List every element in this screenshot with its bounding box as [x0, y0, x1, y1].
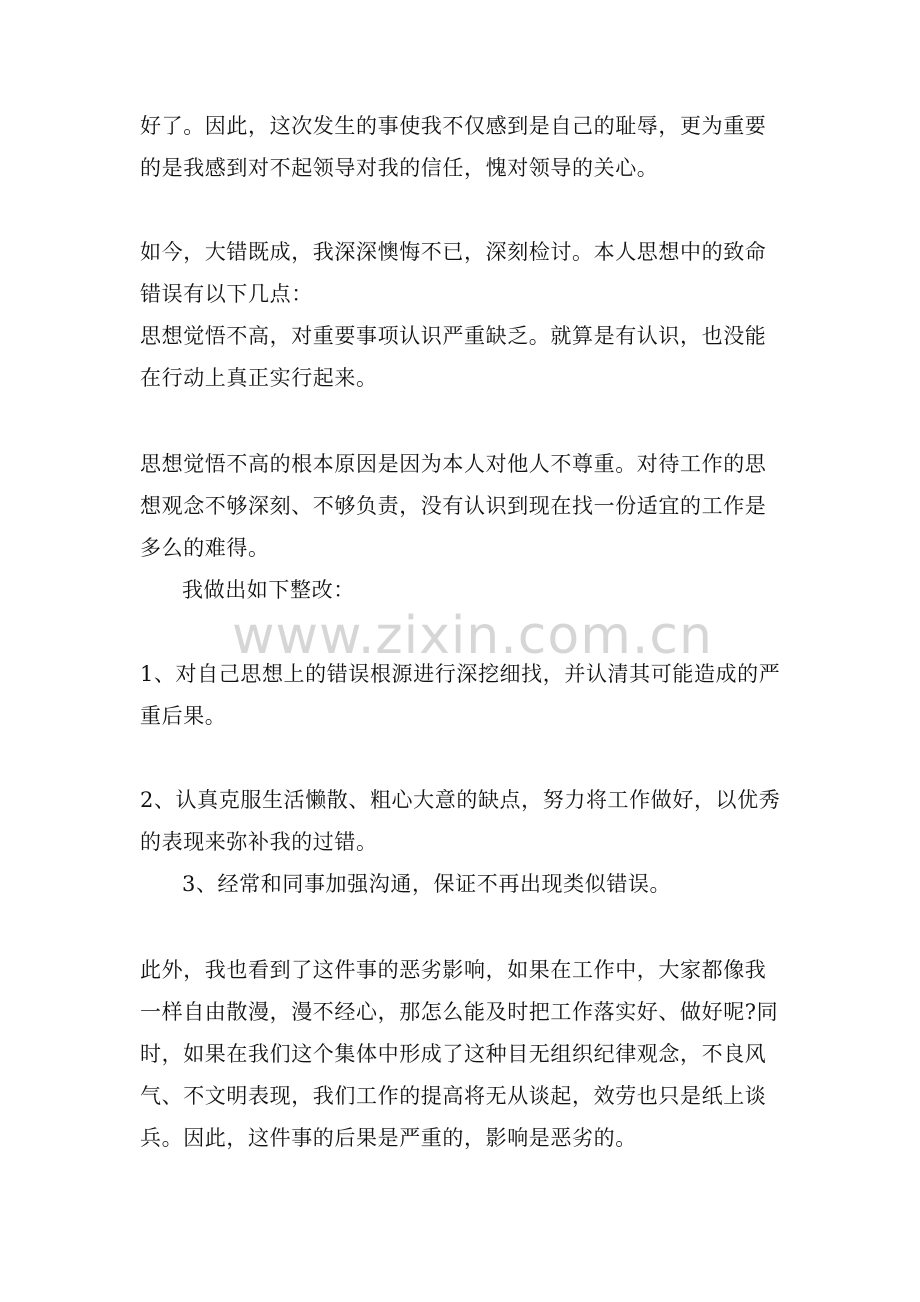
paragraph-2-line-2: 错误有以下几点： [140, 282, 313, 306]
list-item-2-line-1: 2、认真克服生活懒散、粗心大意的缺点，努力将工作做好，以优秀 [140, 788, 781, 812]
paragraph-3-line-2: 在行动上真正实行起来。 [140, 366, 378, 390]
paragraph-1-line-2: 的是我感到对不起领导对我的信任，愧对领导的关心。 [140, 156, 659, 180]
paragraph-2-line-1: 如今，大错既成，我深深懊悔不已，深刻检讨。本人思想中的致命 [140, 240, 767, 264]
paragraph-4-line-1: 思想觉悟不高的根本原因是因为本人对他人不尊重。对待工作的思 [140, 452, 767, 476]
list-item-1-line-1: 1、对自己思想上的错误根源进行深挖细找，并认清其可能造成的严 [140, 662, 781, 686]
paragraph-5-line-1: 我做出如下整改： [182, 578, 355, 602]
paragraph-4-line-2: 想观念不够深刻、不够负责，没有认识到现在找一份适宜的工作是 [140, 494, 767, 518]
paragraph-9-line-3: 时，如果在我们这个集体中形成了这种目无组织纪律观念，不良风 [140, 1042, 767, 1066]
paragraph-4-line-3: 多么的难得。 [140, 536, 270, 560]
paragraph-9-line-1: 此外，我也看到了这件事的恶劣影响，如果在工作中，大家都像我 [140, 958, 767, 982]
paragraph-9-line-5: 兵。因此，这件事的后果是严重的，影响是恶劣的。 [140, 1126, 637, 1150]
paragraph-3-line-1: 思想觉悟不高，对重要事项认识严重缺乏。就算是有认识，也没能 [140, 324, 767, 348]
paragraph-9-line-4: 气、不文明表现，我们工作的提高将无从谈起，效劳也只是纸上谈 [140, 1084, 767, 1108]
watermark-text: www.zixin.com.cn [232, 606, 713, 666]
list-item-3-line-1: 3、经常和同事加强沟通，保证不再出现类似错误。 [182, 872, 672, 896]
list-item-2-line-2: 的表现来弥补我的过错。 [140, 830, 378, 854]
paragraph-9-line-2: 一样自由散漫，漫不经心，那怎么能及时把工作落实好、做好呢?同 [140, 1000, 779, 1024]
paragraph-1-line-1: 好了。因此，这次发生的事使我不仅感到是自己的耻辱，更为重要 [140, 114, 767, 138]
list-item-1-line-2: 重后果。 [140, 704, 227, 728]
